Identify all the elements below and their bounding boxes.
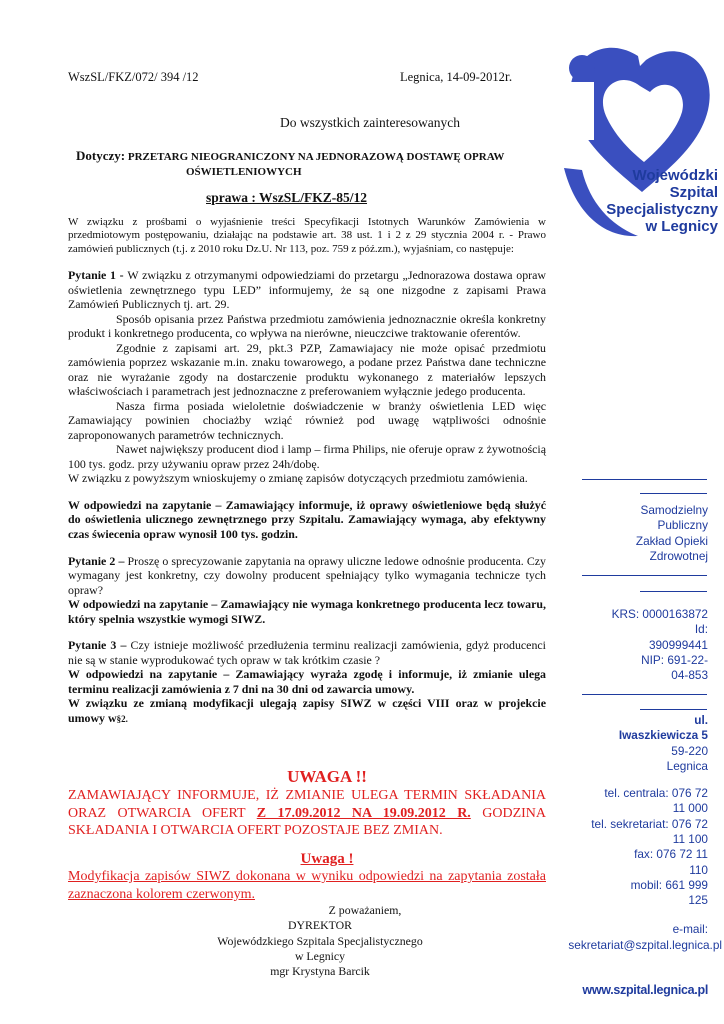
signature-block: [175, 903, 465, 980]
sidebar-mobile: mobil: 661 999: [630, 877, 708, 892]
answer-1-text: W odpowiedzi na zapytanie – Zamawiający informuje, iż oprawy oświetleniowe będą służyć do oświetlenia ulicznego zewnętrznego przy Szpitalu. Zamawiający wymaga, aby efektywny czas świecenia opraw wynosił 100 tys. godzin.: [68, 497, 546, 541]
modification-notice: [68, 851, 546, 904]
answer-3-section: §2.: [116, 713, 128, 724]
case-number: sprawa : WszSL/FKZ-85/12: [206, 190, 368, 205]
sidebar-phone-main-cont: 11 000: [672, 801, 708, 816]
sidebar-street: Iwaszkiewicza 5: [618, 728, 708, 743]
subject-text-1: PRZETARG NIEOGRANICZONY NA JEDNORAZOWĄ DOSTAWĘ OPRAW: [127, 151, 505, 163]
sidebar-nip: NIP: 691-22-: [641, 652, 708, 667]
sidebar-fax: fax: 076 72 11: [634, 847, 708, 862]
sidebar-email-link[interactable]: sekretariat@szpital.legnica.pl: [568, 938, 722, 952]
sidebar-divider: [582, 575, 707, 576]
sidebar-krs: KRS: 0000163872: [611, 607, 708, 621]
question-1-paragraph-5: Nawet największy producent diod i lamp – firma Philips, nie oferuje opraw z żywotnością 100 tys. godz. przy używaniu opraw przez 24h/dobę.: [68, 442, 546, 471]
sidebar-org: [636, 503, 708, 564]
sidebar-ids: [612, 607, 708, 684]
answer-3-modification: [68, 696, 546, 725]
signature-name: mgr Krystyna Barcik: [270, 964, 370, 979]
hospital-logo: [560, 40, 720, 240]
document-reference: WszSL/FKZ/072/ 394 /12: [68, 70, 199, 84]
sidebar-id-label: Id:: [694, 622, 708, 637]
logo-head-circle: [569, 55, 595, 81]
sidebar-divider: [582, 694, 707, 695]
sidebar-mobile-cont: 125: [688, 893, 708, 908]
sidebar-phone-main: tel. centrala: 076 72: [604, 786, 708, 800]
question-2: [68, 554, 546, 598]
letter-body: [68, 216, 546, 725]
question-1-paragraph-6: W związku z powyższym wnioskujemy o zmianę zapisów dotyczących przedmiotu zamówienia.: [68, 471, 528, 486]
sidebar-divider: [582, 479, 707, 480]
sidebar-fax-cont: 110: [689, 862, 708, 877]
question-1: [68, 268, 546, 312]
sidebar-nip-cont: 04-853: [671, 668, 708, 683]
sidebar-divider: [640, 709, 707, 710]
sidebar-city: Legnica: [666, 758, 708, 773]
question-1-paragraph-2: Sposób opisania przez Państwa przedmiotu zamówienia jednoznacznie określa konkretny produkt i konkretnego producenta, co wpływa na nierówne, nieuczciwe traktowanie oferentów.: [68, 311, 546, 341]
question-2-text: Proszę o sprecyzowanie zapytania na oprawy uliczne ledowe odnośnie producenta. Czy wymagany jest konkretny, czy dowolny producent spełniający tylko wymagania technicze tych opraw?: [68, 553, 546, 597]
question-2-label: Pytanie 2 –: [68, 553, 128, 568]
deadline-notice-dates: Z 17.09.2012 NA 19.09.2012 R.: [256, 805, 471, 821]
sidebar-contact: [591, 786, 708, 909]
modification-notice-text: Modyfikacja zapisów SIWZ dokonana w wyniku odpowiedzi na zapytania została zaznaczona kolorem czerwonym.: [68, 869, 546, 902]
date-suffix: r.: [504, 70, 513, 85]
logo-line-1: Wojewódzki: [632, 167, 718, 184]
sidebar-phone-secretary-cont: 11 100: [672, 831, 708, 846]
answer-2-text: W odpowiedzi na zapytanie – Zamawiający nie wymaga konkretnego producenta lecz towaru, który spelnia wszystkie wymogi SIWZ.: [68, 597, 546, 626]
question-3-text: Czy istnieje możliwość przedłużenia terminu realizacji zamówienia, gdyż producenci nie są w stanie wyprodukować tych opraw w tak krótkim czasie ?: [68, 638, 546, 667]
sidebar-email-label: e-mail:: [672, 922, 708, 936]
sidebar-divider: [640, 591, 707, 592]
deadline-notice-title: UWAGA !!: [287, 767, 367, 786]
answer-3-text: W odpowiedzi na zapytanie – Zamawiający wyraża zgodę i informuje, iż zmianie ulega terminu realizacji zamówienia z 7 dni na 30 dni od zawarcia umowy.: [68, 667, 546, 696]
question-3: [68, 638, 546, 667]
sidebar-street-prefix: ul.: [694, 713, 708, 727]
sidebar-org-line: Zdrowotnej: [649, 548, 708, 563]
intro-paragraph: W związku z prośbami o wyjaśnienie treści Specyfikacji Istotnych Warunków Zamówienia w przedmiotowym postępowaniu, działając na podstawie art. 38 ust. 1 i 2 z 29 stycznia 2004 r. - Prawo zamówień publicznych (t.j. z 2010 roku Dz.U. Nr 113, poz. 759 z póź.zm.), wyjaśniam, co następuje:: [68, 216, 546, 255]
addressee: Do wszystkich zainteresowanych: [280, 115, 460, 130]
logo-line-3: Specjalistyczny: [606, 201, 718, 218]
sidebar-email: [673, 922, 708, 937]
sidebar-org-line: Samodzielny: [640, 503, 708, 517]
deadline-notice: [68, 767, 546, 840]
question-1-label: Pytanie 1 -: [68, 268, 128, 283]
subject-line: [76, 148, 546, 179]
sidebar-address: [619, 713, 708, 774]
answer-2: [68, 597, 546, 626]
subject-text-2: OŚWIETLENIOWYCH: [186, 165, 302, 178]
logo-line-4: w Legnicy: [645, 218, 718, 235]
modification-notice-title: Uwaga !: [300, 851, 354, 867]
sidebar-divider: [640, 493, 707, 494]
deadline-notice-text-b: GODZINA SKŁADANIA I OTWARCIA OFERT POZOSTAJE BEZ ZMIAN.: [68, 805, 546, 838]
document-date: [400, 70, 512, 86]
website-link[interactable]: www.szpital.legnica.pl: [582, 983, 708, 997]
answer-1: [68, 498, 546, 542]
answer-3-modification-text: W związku ze zmianą modyfikacji ulegają zapisy SIWZ w części VIII oraz w projekcie umowy w: [68, 696, 546, 725]
logo-text: [606, 167, 718, 235]
sidebar-org-line: Zakład Opieki: [635, 533, 708, 548]
signature-role: DYREKTOR: [287, 918, 352, 933]
logo-gap: [560, 82, 594, 140]
deadline-notice-text: [68, 787, 546, 840]
deadline-notice-text-a: ZAMAWIAJĄCY INFORMUJE, IŻ ZMIANIE ULEGA TERMIN SKŁADANIA ORAZ OTWARCIA OFERT: [68, 788, 546, 821]
signature-city: w Legnicy: [294, 948, 346, 963]
date-text: Legnica, 14-09-2012: [400, 70, 505, 84]
question-1-paragraph-3: Zgodnie z zapisami art. 29, pkt.3 PZP, Zamawiajacy nie może opisać przedmiotu zamówienia poprzez wskazanie m.in. znaku towarowego, a podane przez Państwa dane techniczne oraz nie wyrażanie zgody na dostarczenie produktu wykonanego z materiałów lepszych właściwościach i parametrach jest jednoznaczne z preferowaniem wyłącznie jedego producenta.: [68, 340, 546, 399]
sidebar-phone-secretary: tel. sekretariat: 076 72: [591, 816, 708, 831]
sidebar-org-line: Publiczny: [657, 518, 708, 533]
question-1-text: W związku z otrzymanymi odpowiedziami do przetargu „Jednorazowa dostawa opraw oświetlenia zewnętrznego typu LED” informujemy, że są one nizgodne z zapisami Prawa Zamówień Publicznych tj. art. 29.: [68, 268, 546, 312]
signature-greeting: Z poważaniem,: [328, 903, 402, 917]
question-1-paragraph-4: Nasza firma posiada wieloletnie doświadczenie w branży oświetlenia LED więc Zamawiający powinien chociażby wziąć również pod uwagę wątpliwości odnośnie zaproponowanych parametrów technicznych.: [68, 398, 546, 442]
sidebar-postcode: 59-220: [671, 743, 708, 758]
sidebar-id-value: 390999441: [648, 637, 708, 652]
question-3-label: Pytanie 3 –: [68, 638, 131, 653]
answer-3: [68, 667, 546, 696]
logo-line-2: Szpital: [669, 184, 718, 201]
signature-organization: Wojewódzkiego Szpitala Specjalistycznego: [217, 933, 423, 948]
subject-label: Dotyczy:: [76, 148, 126, 163]
